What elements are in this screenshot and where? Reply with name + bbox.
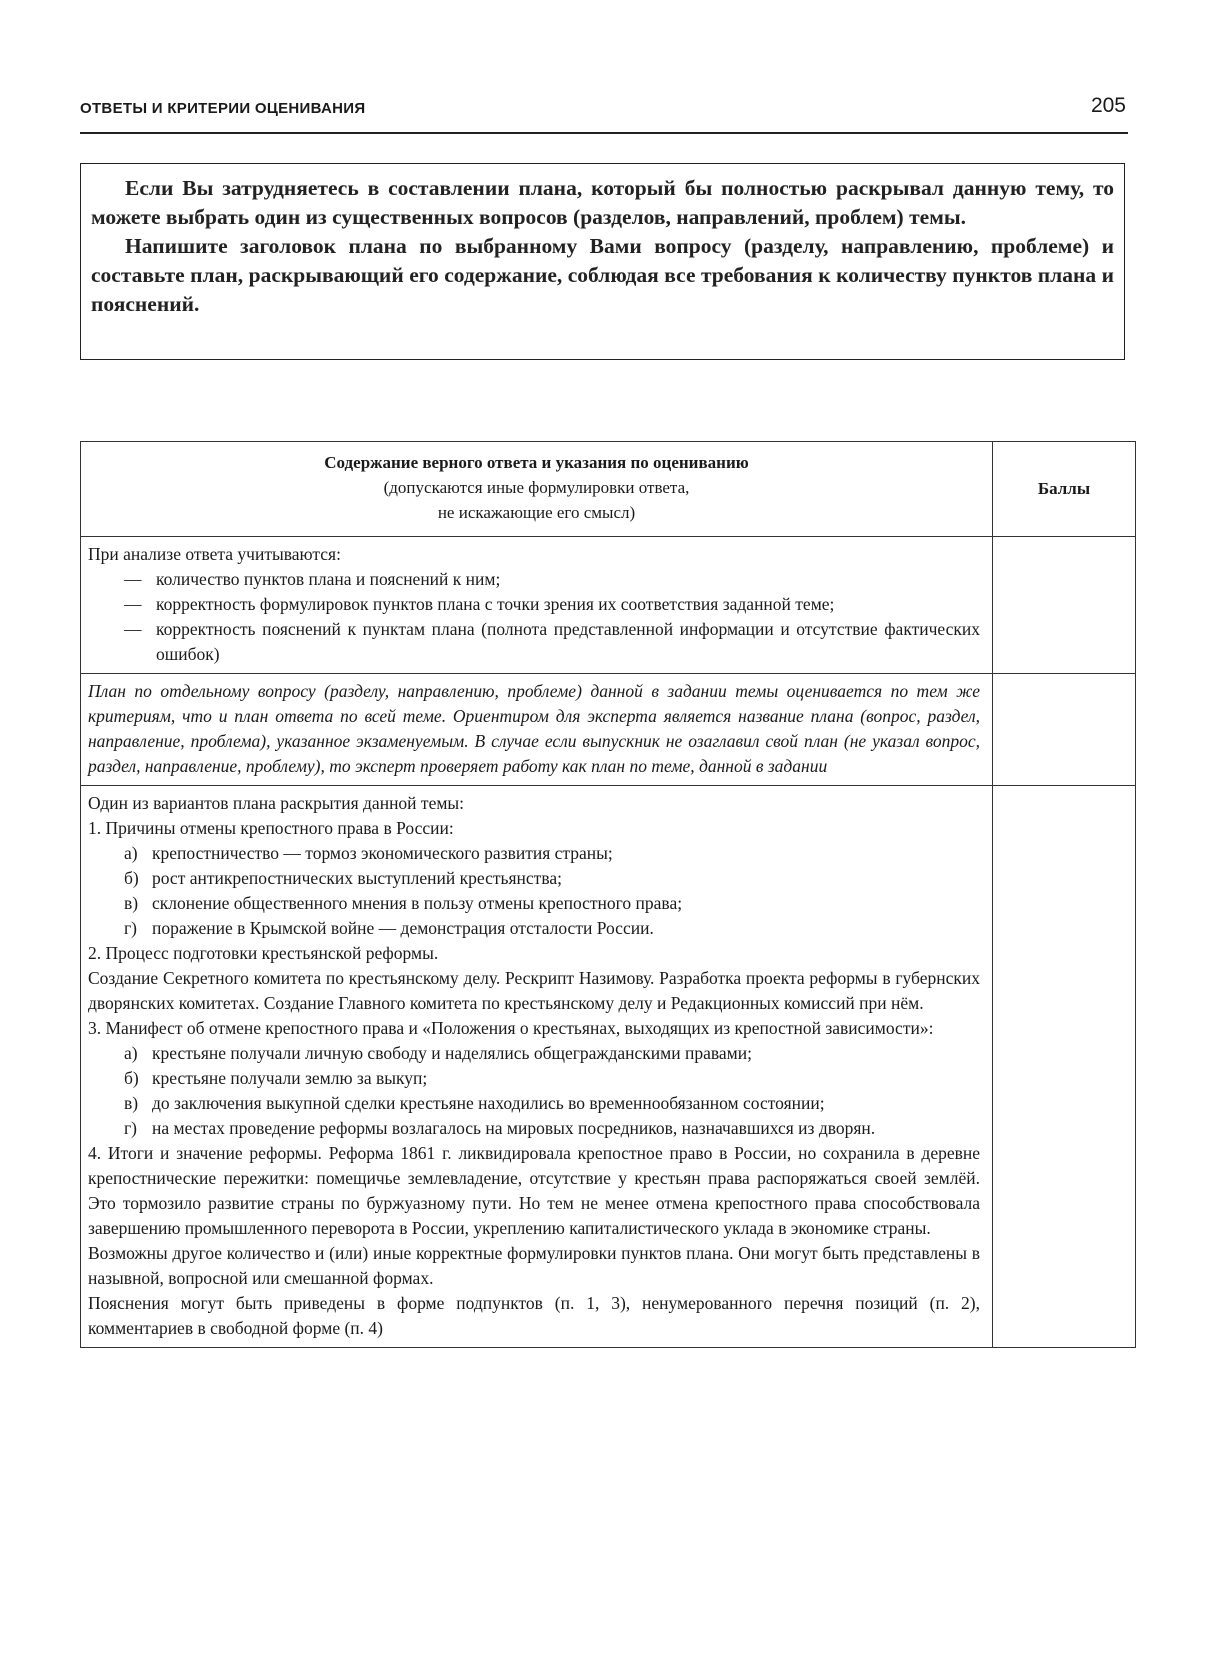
instruction-paragraph: Напишите заголовок плана по выбранному Вами вопросу (разделу, направлению, проблеме) и составьте план, раскрывающий его содержание, соблюдая все требования к количеству пунктов плана и пояснений. xyxy=(91,234,1114,316)
list-item: в) до заключения выкупной сделки крестьяне находились во временнообязанном состоянии; xyxy=(124,1093,825,1113)
instruction-box xyxy=(80,163,1125,360)
running-title: ОТВЕТЫ И КРИТЕРИИ ОЦЕНИВАНИЯ xyxy=(80,100,366,117)
list-item: г) на местах проведение реформы возлагалось на мировых посредников, назначавшихся из дворян. xyxy=(124,1118,876,1138)
score-header: Баллы xyxy=(993,442,1136,537)
list-item: — корректность формулировок пунктов плана с точки зрения их соответствия заданной теме; xyxy=(124,594,835,614)
plan-note: Возможны другое количество и (или) иные корректные формулировки пунктов плана. Они могут быть представлены в назывной, вопросной или смешанной формах. xyxy=(88,1243,980,1288)
list-item: б) рост антикрепостнических выступлений крестьянства; xyxy=(124,868,562,888)
page-number: 205 xyxy=(1090,94,1126,117)
plan-point-title: 1. Причины отмены крепостного права в России: xyxy=(88,818,454,838)
table-header-row xyxy=(81,442,1136,537)
content-header-line: (допускаются иные формулировки ответа, xyxy=(383,478,690,497)
table-row xyxy=(81,786,1136,1348)
plan-point-title: 3. Манифест об отмене крепостного права и «Положения о крестьянах, выходящих из крепостной зависимости»: xyxy=(88,1018,934,1038)
list-item: а) крепостничество — тормоз экономического развития страны; xyxy=(124,843,613,863)
score-cell xyxy=(993,537,1136,674)
score-cell xyxy=(993,674,1136,786)
score-cell xyxy=(993,786,1136,1348)
content-header-title: Содержание верного ответа и указания по оцениванию xyxy=(324,453,749,472)
plan-point-title: 2. Процесс подготовки крестьянской реформы. xyxy=(88,943,439,963)
table-row xyxy=(81,537,1136,674)
criteria-table xyxy=(80,441,1136,1348)
list-item: б) крестьяне получали землю за выкуп; xyxy=(124,1068,428,1088)
instruction-paragraph: Если Вы затрудняетесь в составлении плана, который бы полностью раскрывал данную тему, то можете выбрать один из существенных вопросов (разделов, направлений, проблем) темы. xyxy=(91,176,1114,229)
plan-intro: Один из вариантов плана раскрытия данной темы: xyxy=(88,793,465,813)
italic-note-cell: План по отдельному вопросу (разделу, направлению, проблеме) данной в задании темы оценивается по тем же критериям, что и план ответа по всей теме. Ориентиром для эксперта является название плана (вопрос, раздел, направление, проблема), указанное экзаменуемым. В случае если выпускник не озаглавил свой план (не указал вопрос, раздел, направление, проблему), то эксперт проверяет работу как план по теме, данной в задании xyxy=(81,674,993,786)
content-header-line: не искажающие его смысл) xyxy=(437,503,636,522)
criteria-cell xyxy=(81,537,993,674)
page-header xyxy=(80,94,1128,134)
plan-cell xyxy=(81,786,993,1348)
plan-point-text: 4. Итоги и значение реформы. Реформа 1861 г. ликвидировала крепостное право в России, но сохранила в деревне крепостнические пережитки: помещичье землевладение, отсутствие у крестьян права распоряжаться своей землёй. Это тормозило развитие страны по буржуазному пути. Но тем не менее отмена крепостного права способствовала завершению промышленного переворота в России, укреплению капиталистического уклада в экономике страны. xyxy=(88,1143,980,1238)
list-item: а) крестьяне получали личную свободу и наделялись общегражданскими правами; xyxy=(124,1043,752,1063)
plan-note: Пояснения могут быть приведены в форме подпунктов (п. 1, 3), ненумерованного перечня позиций (п. 2), комментариев в свободной форме (п. 4) xyxy=(88,1293,980,1338)
plan-point-text: Создание Секретного комитета по крестьянскому делу. Рескрипт Назимову. Разработка проекта реформы в губернских дворянских комитетах. Создание Главного комитета по крестьянскому делу и Редакционных комиссий при нём. xyxy=(88,968,980,1013)
list-item: в) склонение общественного мнения в пользу отмены крепостного права; xyxy=(124,893,683,913)
list-item: — корректность пояснений к пунктам плана (полнота представленной информации и отсутствие фактических ошибок) xyxy=(124,619,980,664)
content-header xyxy=(81,442,993,537)
criteria-intro: При анализе ответа учитываются: xyxy=(88,544,341,564)
table-row xyxy=(81,674,1136,786)
list-item: — количество пунктов плана и пояснений к ним; xyxy=(124,569,501,589)
list-item: г) поражение в Крымской войне — демонстрация отсталости России. xyxy=(124,918,654,938)
